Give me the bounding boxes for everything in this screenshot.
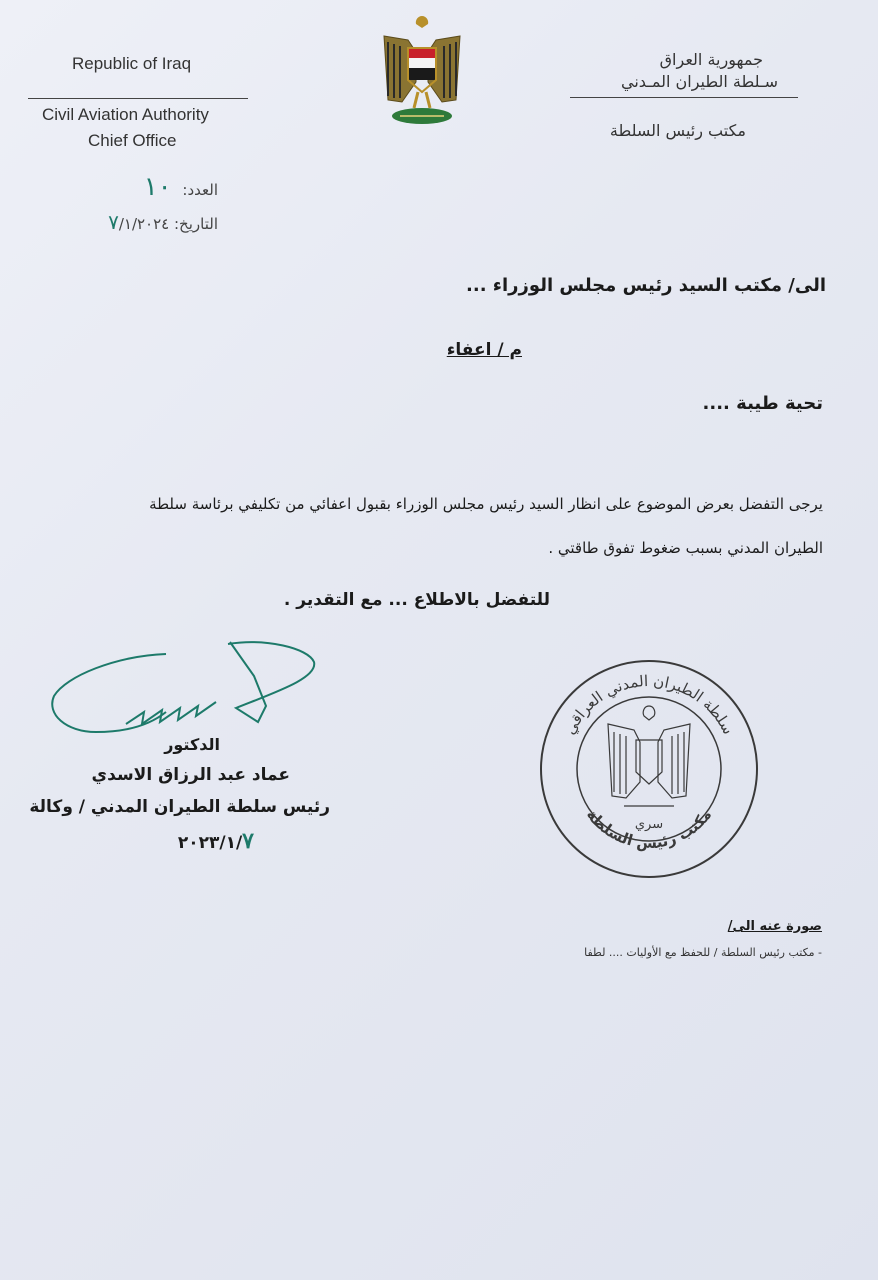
letter-subject: م / اعفاء <box>446 340 522 360</box>
signature-name: عماد عبد الرزاق الاسدي <box>91 765 290 785</box>
ref-number-value: ١٠ <box>143 172 172 202</box>
date-hand-day: ٧ <box>108 210 119 234</box>
header-ar-divider <box>570 97 798 98</box>
cc-heading: صورة عنه الى/ <box>727 919 822 934</box>
date-printed: /١/٢٠٢٤ <box>118 215 170 233</box>
letter-closing: للتفضل بالاطلاع ... مع التقدير . <box>283 590 550 610</box>
header-en-country: Republic of Iraq <box>72 54 192 73</box>
header-en-divider <box>28 98 248 99</box>
header-ar-office: مكتب رئيس السلطة <box>609 121 746 140</box>
signature-title: الدكتور <box>164 735 220 754</box>
ref-number-label: العدد: <box>182 181 218 199</box>
letter-body-line2: الطيران المدني بسبب ضغوط تفوق طاقتي . <box>548 539 823 557</box>
letter-recipient: الى/ مكتب السيد رئيس مجلس الوزراء ... <box>466 275 826 296</box>
stamp-outer-text: سلطة الطيران المدني العراقي <box>560 671 738 738</box>
date-row <box>108 210 218 234</box>
signature-date <box>178 828 260 854</box>
header-en-authority: Civil Aviation Authority <box>42 105 209 124</box>
stamp-bottom-text: مكتب رئيس السلطة <box>582 805 716 852</box>
ref-number-row <box>144 172 218 202</box>
signature-date-printed: ٢٠٢٣/١/ <box>177 833 243 853</box>
header-ar-country: جمهورية العراق <box>659 50 763 69</box>
letter-body-line1: يرجى التفضل بعرض الموضوع على انظار السيد رئيس مجلس الوزراء بقبول اعفائي من تكليفي برئاسة سلطة <box>149 495 823 513</box>
date-label: التاريخ: <box>174 215 218 233</box>
official-stamp <box>538 658 760 880</box>
svg-text:سلطة الطيران المدني العراقي <box>560 672 737 738</box>
signature-scribble-icon <box>46 636 326 746</box>
signature-position: رئيس سلطة الطيران المدني / وكالة <box>29 797 330 817</box>
cc-line1: - مكتب رئيس السلطة / للحفظ مع الأوليات .... لطفا <box>584 946 822 959</box>
letter-greeting: تحية طيبة .... <box>702 393 823 414</box>
header-ar-authority: سـلطة الطيران المـدني <box>620 72 778 91</box>
iraq-emblem-icon <box>378 12 466 128</box>
header-en-office: Chief Office <box>88 131 177 150</box>
stamp-inner-text: سري <box>634 817 664 832</box>
signature-date-hand: ٧ <box>242 828 254 854</box>
